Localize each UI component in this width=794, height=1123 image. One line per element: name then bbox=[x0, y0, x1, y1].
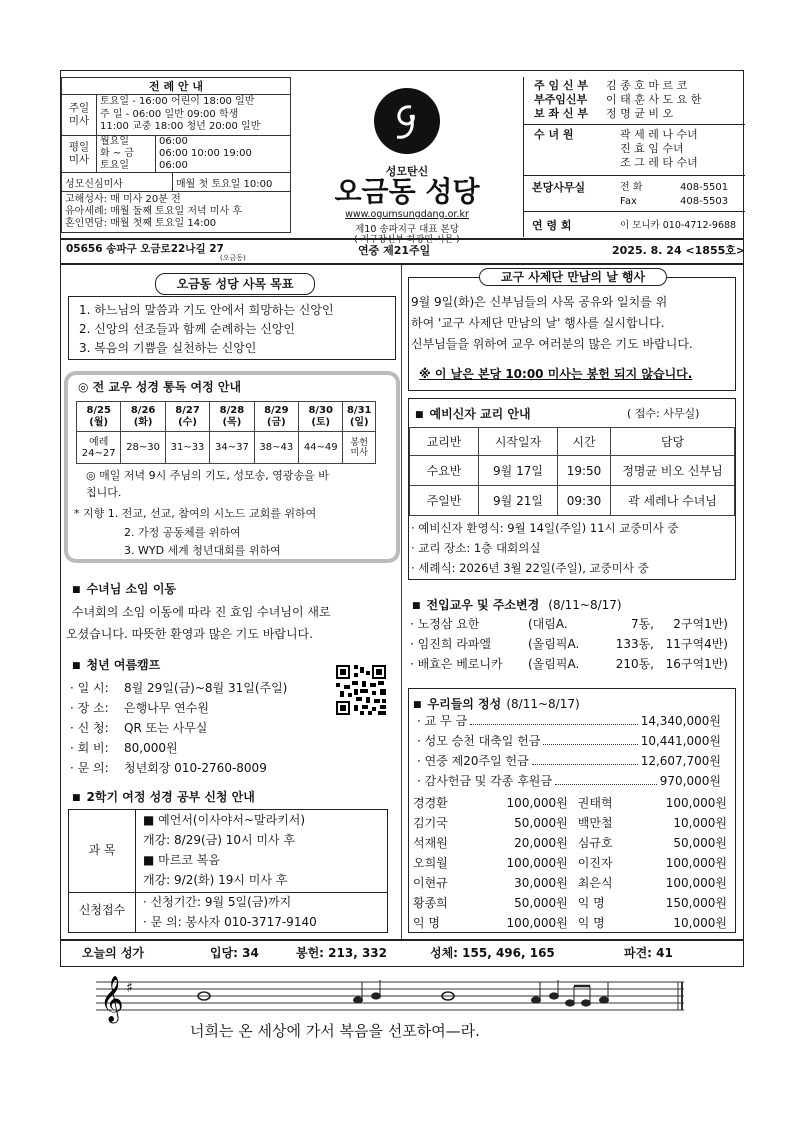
donor-amount: 150,000원 bbox=[665, 896, 727, 910]
hymn-offertory: 봉헌: 213, 332 bbox=[296, 946, 387, 960]
donor-name: 이진자 bbox=[577, 856, 613, 870]
course-line: ■ 마르코 복음 bbox=[143, 853, 220, 867]
goal-item: 3. 복음의 기쁨을 실천하는 신앙인 bbox=[79, 341, 257, 355]
staff-name: 곽 세 레 나 수녀 bbox=[620, 128, 698, 141]
sisters-text: 오셨습니다. 따뜻한 환영과 많은 기도 바랍니다. bbox=[66, 627, 313, 641]
camp-label: · 신 청: bbox=[70, 721, 109, 735]
offering-label: · 교 무 금 bbox=[417, 714, 468, 728]
camp-label: · 회 비: bbox=[70, 741, 109, 755]
sisters-text: 수녀회의 소임 이동에 따라 진 효임 수녀님이 새로 bbox=[72, 605, 331, 619]
worship-guide bbox=[61, 77, 291, 233]
donor-amount: 50,000원 bbox=[514, 896, 568, 910]
journey-intention: * 지향 1. 전교, 선교, 참여의 시노드 교회를 위하여 bbox=[74, 507, 317, 520]
journey-intention: 3. WYD 세계 청년대회를 위하여 bbox=[124, 544, 281, 557]
church-logo bbox=[292, 77, 522, 245]
journey-reading: 44~49 bbox=[299, 432, 343, 464]
staff-role: 주 임 신 부 bbox=[534, 79, 588, 92]
journey-reading: 봉헌 미사 bbox=[343, 432, 376, 464]
course-line: 개강: 8/29(금) 10시 미사 후 bbox=[143, 833, 296, 847]
offerings-box bbox=[408, 688, 736, 933]
issue-date: 2025. 8. 24 <1855호> bbox=[612, 244, 746, 257]
district-label: 제10 송파지구 대표 본당 bbox=[355, 224, 459, 235]
donor-amount: 100,000원 bbox=[665, 796, 727, 810]
sunday-line: 토요일 - 16:00 어린이 18:00 일반 bbox=[100, 96, 255, 108]
fax-number: 408-5503 bbox=[680, 196, 729, 207]
newcomer-name: · 노정삼 요한 bbox=[410, 617, 480, 631]
liaison-label: 연 령 회 bbox=[532, 219, 572, 232]
journey-reading: 31~33 bbox=[165, 432, 209, 464]
church-name: 오금동 성당 bbox=[334, 175, 480, 208]
sharp-icon: ♯ bbox=[126, 980, 133, 996]
journey-date: 8/27 (수) bbox=[165, 402, 209, 432]
offerings-title: ■ 우리들의 정성 bbox=[413, 697, 501, 711]
clergy-title: 교구 사제단 만남의 날 행사 bbox=[479, 268, 667, 286]
catechumen-header: 시간 bbox=[558, 428, 611, 456]
bible-study-title: ■ 2학기 여정 성경 공부 신청 안내 bbox=[72, 788, 255, 805]
sunday-line: 주 일 - 06:00 일반 09:00 학생 bbox=[100, 108, 239, 120]
donor-name: 최은식 bbox=[577, 876, 613, 890]
donor-amount: 100,000원 bbox=[506, 796, 568, 810]
journey-reading: 34~37 bbox=[210, 432, 254, 464]
goals-title: 오금동 성당 사목 목표 bbox=[155, 273, 315, 295]
worship-title: 전 례 안 내 bbox=[62, 78, 291, 95]
course-line: 개강: 9/2(화) 19시 미사 후 bbox=[143, 873, 288, 887]
church-emblem-icon bbox=[371, 85, 443, 157]
goal-item: 1. 하느님의 말씀과 기도 안에서 희망하는 신앙인 bbox=[79, 303, 334, 317]
newcomer-building: 133동, bbox=[615, 637, 654, 651]
offering-label: · 연중 제20주일 헌금 bbox=[417, 754, 529, 768]
phone-label: 전 화 bbox=[620, 182, 643, 193]
offering-amount: 10,441,000원 bbox=[640, 734, 721, 748]
apply-line: · 문 의: 봉사자 010-3717-9140 bbox=[143, 915, 317, 929]
camp-label: · 일 시: bbox=[70, 681, 109, 695]
donor-amount: 10,000원 bbox=[673, 816, 727, 830]
staff-role bbox=[532, 156, 616, 170]
catechumen-detail: · 교리 장소: 1층 대회의실 bbox=[411, 541, 541, 555]
sisters-title: ■ 수녀님 소임 이동 bbox=[72, 580, 176, 597]
goal-item: 2. 신앙의 선조들과 함께 순례하는 신앙인 bbox=[79, 322, 295, 336]
staff-name: 정 명 균 비 오 bbox=[606, 107, 674, 120]
weekday-day: 화 ~ 금 bbox=[97, 148, 156, 160]
camp-value: QR 또는 사무실 bbox=[124, 721, 208, 735]
staff-role: 수 녀 원 bbox=[534, 128, 574, 141]
newcomer-district: 2구역1반) bbox=[673, 617, 728, 631]
journey-intention: 2. 가정 공동체를 위하여 bbox=[124, 526, 241, 539]
newcomers-period: (8/11~8/17) bbox=[548, 598, 622, 612]
newcomer-apt: (올림픽A. bbox=[528, 657, 580, 671]
liaison-contact: 이 모니카 010-4712-9688 bbox=[620, 220, 737, 231]
catechumen-note: ( 접수: 사무실) bbox=[627, 407, 700, 420]
liturgical-week: 연중 제21주일 bbox=[358, 244, 431, 257]
donor-name: 익 명 bbox=[577, 916, 605, 930]
catechumen-cell: 곽 세레나 수녀님 bbox=[611, 486, 735, 516]
donor-amount: 100,000원 bbox=[665, 856, 727, 870]
info-bar bbox=[60, 240, 744, 264]
camp-value: 80,000원 bbox=[124, 741, 178, 755]
staff-role bbox=[532, 142, 616, 156]
journey-date: 8/31 (일) bbox=[343, 402, 376, 432]
donor-amount: 10,000원 bbox=[673, 916, 727, 930]
clergy-text: 9월 9일(화)은 신부님들의 사목 공유와 일치를 위 bbox=[411, 295, 668, 309]
bible-journey-box bbox=[64, 371, 400, 563]
journey-reading: 38~43 bbox=[254, 432, 298, 464]
offerings-header bbox=[413, 693, 580, 712]
clergy-day-box bbox=[408, 270, 736, 391]
donor-name: 경경환 bbox=[413, 796, 448, 810]
staff-box bbox=[523, 77, 744, 237]
hymn-entrance: 입당: 34 bbox=[210, 946, 259, 960]
newcomer-district: 16구역1반) bbox=[665, 657, 728, 671]
newcomer-district: 11구역4반) bbox=[665, 637, 728, 651]
qr-code-icon[interactable] bbox=[336, 665, 386, 715]
donor-amount: 100,000원 bbox=[506, 916, 568, 930]
church-subtitle: 성모탄신 bbox=[385, 165, 429, 178]
camp-details bbox=[70, 678, 330, 778]
staff-role: 부주임신부 bbox=[534, 93, 588, 106]
journey-reading: 예레 24~27 bbox=[77, 432, 121, 464]
camp-title: ■ 청년 여름캠프 bbox=[72, 656, 160, 673]
bible-study-table bbox=[68, 809, 388, 933]
phone-number: 408-5501 bbox=[680, 182, 729, 193]
weekday-day: 월요일 bbox=[97, 136, 156, 148]
hymn-communion: 성체: 155, 496, 165 bbox=[430, 946, 555, 960]
catechumen-header: 시작일자 bbox=[479, 428, 558, 456]
journey-title: ◎ 전 교우 성경 통독 여정 안내 bbox=[78, 380, 242, 394]
donor-name: 권태혁 bbox=[577, 796, 613, 810]
donor-amount: 100,000원 bbox=[665, 876, 727, 890]
district-note: ( 지구장신부 하광민 시몬 ) bbox=[354, 235, 460, 245]
course-line: ■ 예언서(이사야서~말라키서) bbox=[143, 813, 306, 827]
staff-role: 보 좌 신 부 bbox=[534, 107, 588, 120]
donor-amount: 50,000원 bbox=[514, 816, 568, 830]
weekday-time: 06:00 bbox=[159, 160, 188, 171]
newcomer-building: 210동, bbox=[615, 657, 654, 671]
camp-value: 8월 29일(금)~8월 31일(주일) bbox=[124, 681, 288, 695]
clergy-text: 신부님들을 위하여 교우 여러분의 많은 기도 바랍니다. bbox=[411, 337, 693, 351]
catechumen-header: 교리반 bbox=[410, 428, 479, 456]
catechumen-box bbox=[408, 398, 736, 580]
sacrament-note: 유아세례: 매월 둘째 토요일 저녁 미사 후 bbox=[65, 206, 243, 217]
newcomer-apt: (올림픽A. bbox=[528, 637, 580, 651]
donor-amount: 100,000원 bbox=[506, 856, 568, 870]
office-label: 본당사무실 bbox=[532, 181, 586, 194]
sunday-mass-label: 주일 미사 bbox=[62, 95, 97, 136]
donor-name: 석재원 bbox=[413, 836, 448, 850]
hymn-label: 오늘의 성가 bbox=[82, 946, 145, 960]
donor-name: 백만철 bbox=[577, 816, 613, 830]
catechumen-cell: 수요반 bbox=[410, 456, 479, 486]
pastoral-goals bbox=[68, 296, 396, 360]
hymn-dismissal: 파견: 41 bbox=[624, 946, 673, 960]
camp-value: 은행나무 연수원 bbox=[124, 701, 209, 715]
church-address: 05656 송파구 오금로22나길 27 bbox=[66, 243, 224, 255]
journey-table bbox=[76, 401, 376, 464]
music-lyrics: 너희는 온 세상에 가서 복음을 선포하여—라. bbox=[190, 1022, 480, 1040]
donor-name: 익 명 bbox=[577, 896, 605, 910]
staff-name: 이 태 훈 사 도 요 한 bbox=[606, 93, 702, 106]
weekday-day: 토요일 bbox=[97, 160, 156, 172]
staff-name: 진 효 임 수녀 bbox=[620, 142, 684, 155]
journey-note: ◎ 매일 저녁 9시 주님의 기도, 성모송, 영광송을 바 칩니다. bbox=[86, 469, 329, 499]
donor-amount: 50,000원 bbox=[673, 836, 727, 850]
donor-name: 심규호 bbox=[577, 836, 613, 850]
church-url-link[interactable]: www.ogumsungdang.or.kr bbox=[345, 209, 469, 220]
journey-date: 8/29 (금) bbox=[254, 402, 298, 432]
donor-name: 황종희 bbox=[413, 896, 448, 910]
fax-label: Fax bbox=[620, 196, 637, 207]
journey-date: 8/30 (토) bbox=[299, 402, 343, 432]
donor-amount: 30,000원 bbox=[514, 876, 568, 890]
catechumen-cell: 주일반 bbox=[410, 486, 479, 516]
clergy-text: 하여 '교구 사제단 만남의 날' 행사를 실시합니다. bbox=[411, 316, 665, 330]
donor-amount: 20,000원 bbox=[514, 836, 568, 850]
catechumen-detail: · 세례식: 2026년 3월 22일(주일), 교중미사 중 bbox=[411, 561, 649, 575]
offering-label: · 감사헌금 및 각종 후원금 bbox=[417, 774, 552, 788]
catechumen-cell: 9월 21일 bbox=[479, 486, 558, 516]
catechumen-cell: 19:50 bbox=[558, 456, 611, 486]
catechumen-title: ■ 예비신자 교리 안내 bbox=[415, 405, 531, 422]
mother-mass-label: 성모신심미사 bbox=[62, 173, 173, 191]
newcomer-apt: (대림A. bbox=[528, 617, 568, 631]
journey-date: 8/26 (화) bbox=[121, 402, 165, 432]
donor-name: 오희월 bbox=[413, 856, 448, 870]
sacrament-note: 고해성사: 매 미사 20분 전 bbox=[65, 194, 181, 205]
staff-name: 김 종 호 마 르 코 bbox=[606, 79, 688, 92]
journey-reading: 28~30 bbox=[121, 432, 165, 464]
treble-clef-icon: 𝄞 bbox=[100, 976, 124, 1022]
newcomer-building: 7동, bbox=[630, 617, 654, 631]
hymn-bar bbox=[60, 941, 744, 967]
apply-line: · 신청기간: 9월 5일(금)까지 bbox=[143, 895, 292, 909]
donor-name: 이현규 bbox=[413, 876, 448, 890]
journey-date: 8/25 (월) bbox=[77, 402, 121, 432]
offering-label: · 성모 승천 대축일 헌금 bbox=[417, 734, 541, 748]
catechumen-cell: 정명균 비오 신부님 bbox=[611, 456, 735, 486]
apply-label: 신청접수 bbox=[78, 903, 126, 917]
newcomers-table bbox=[410, 614, 728, 674]
offering-amount: 12,607,700원 bbox=[640, 754, 721, 768]
weekday-time: 06:00 10:00 19:00 bbox=[159, 148, 252, 159]
offering-amount: 14,340,000원 bbox=[640, 714, 721, 728]
journey-date: 8/28 (목) bbox=[210, 402, 254, 432]
weekday-time: 06:00 bbox=[159, 136, 188, 147]
camp-label: · 장 소: bbox=[70, 701, 109, 715]
newcomers-header bbox=[412, 594, 622, 613]
offering-amount: 970,000원 bbox=[659, 774, 721, 788]
offerings-period: (8/11~8/17) bbox=[506, 697, 580, 711]
catechumen-header: 담당 bbox=[611, 428, 735, 456]
sunday-line: 11:00 교중 18:00 청년 20:00 일반 bbox=[100, 121, 261, 133]
clergy-notice: ※ 이 날은 본당 10:00 미사는 봉헌 되지 않습니다. bbox=[419, 367, 693, 381]
newcomers-title: ■ 전입교우 및 주소변경 bbox=[412, 598, 539, 612]
newcomer-name: · 임진희 라파엘 bbox=[410, 637, 491, 651]
camp-value: 청년회장 010-2760-8009 bbox=[124, 761, 267, 775]
newcomer-name: · 배효은 베로니카 bbox=[410, 657, 503, 671]
mother-mass-value: 매월 첫 토요일 10:00 bbox=[176, 178, 273, 190]
catechumen-detail: · 예비신자 환영식: 9월 14일(주일) 11시 교중미사 중 bbox=[411, 521, 679, 535]
catechumen-cell: 09:30 bbox=[558, 486, 611, 516]
donor-name: 익 명 bbox=[413, 916, 440, 930]
donor-name: 김기국 bbox=[413, 816, 448, 830]
camp-label: · 문 의: bbox=[70, 761, 109, 775]
staff-name: 조 그 레 타 수녀 bbox=[620, 156, 698, 169]
sacrament-note: 혼인면담: 매월 첫째 토요일 14:00 bbox=[65, 218, 217, 229]
weekday-mass-label: 평일 미사 bbox=[62, 136, 97, 173]
course-label: 과 목 bbox=[88, 843, 116, 857]
church-address-sub: (오금동) bbox=[220, 254, 246, 262]
catechumen-cell: 9월 17일 bbox=[479, 456, 558, 486]
